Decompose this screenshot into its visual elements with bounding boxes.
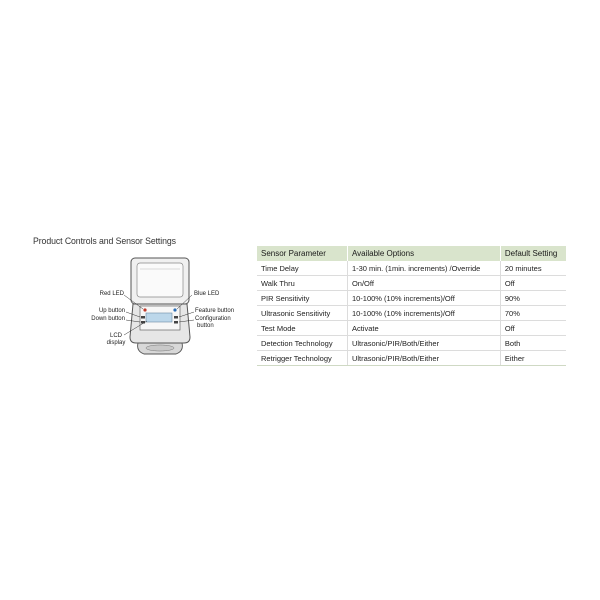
table-header-row xyxy=(257,246,566,261)
cell-parameter: Walk Thru xyxy=(257,276,347,291)
cell-default: Off xyxy=(500,276,566,291)
cell-options: Ultrasonic/PIR/Both/Either xyxy=(347,351,500,366)
cell-parameter: Time Delay xyxy=(257,261,347,276)
table-row xyxy=(257,261,566,276)
table-row xyxy=(257,306,566,321)
lcd-screen xyxy=(146,313,172,322)
table-row xyxy=(257,276,566,291)
table-row xyxy=(257,321,566,336)
cell-parameter: Retrigger Technology xyxy=(257,351,347,366)
up-button-shape xyxy=(141,316,145,319)
table-row xyxy=(257,336,566,351)
red-led-label: Red LED xyxy=(99,291,124,297)
feature-button-label: Feature button xyxy=(195,308,235,314)
table-row xyxy=(257,291,566,306)
sensor-settings-table xyxy=(257,246,566,366)
cell-options: 10-100% (10% increments)/Off xyxy=(347,306,500,321)
cell-parameter: PIR Sensitivity xyxy=(257,291,347,306)
cell-default: Off xyxy=(500,321,566,336)
cell-default: 90% xyxy=(500,291,566,306)
header-default-setting: Default Setting xyxy=(500,246,566,261)
cell-options: 1-30 min. (1min. increments) /Override xyxy=(347,261,500,276)
feature-button-shape xyxy=(174,316,178,319)
configuration-button-shape xyxy=(174,321,178,324)
blue-led-indicator xyxy=(173,308,176,311)
cell-options: 10-100% (10% increments)/Off xyxy=(347,291,500,306)
up-button-label: Up button xyxy=(98,308,125,314)
cell-parameter: Detection Technology xyxy=(257,336,347,351)
cell-options: On/Off xyxy=(347,276,500,291)
cell-default: 20 minutes xyxy=(500,261,566,276)
section-title: Product Controls and Sensor Settings xyxy=(33,236,176,247)
red-led-indicator xyxy=(143,308,146,311)
down-button-label: Down button xyxy=(91,316,125,322)
cell-default: 70% xyxy=(500,306,566,321)
cell-options: Ultrasonic/PIR/Both/Either xyxy=(347,336,500,351)
blue-led-label: Blue LED xyxy=(194,291,220,297)
cell-parameter: Ultrasonic Sensitivity xyxy=(257,306,347,321)
down-button-shape xyxy=(141,321,145,324)
cell-parameter: Test Mode xyxy=(257,321,347,336)
cell-options: Activate xyxy=(347,321,500,336)
header-sensor-parameter: Sensor Parameter xyxy=(257,246,347,261)
sensor-lens xyxy=(137,263,183,297)
cell-default: Either xyxy=(500,351,566,366)
table-row xyxy=(257,351,566,366)
lcd-display-label: LCD display xyxy=(106,333,126,346)
cell-default: Both xyxy=(500,336,566,351)
sensor-device-diagram xyxy=(80,255,250,365)
header-available-options: Available Options xyxy=(347,246,500,261)
configuration-button-label: Configuration button xyxy=(195,316,231,329)
